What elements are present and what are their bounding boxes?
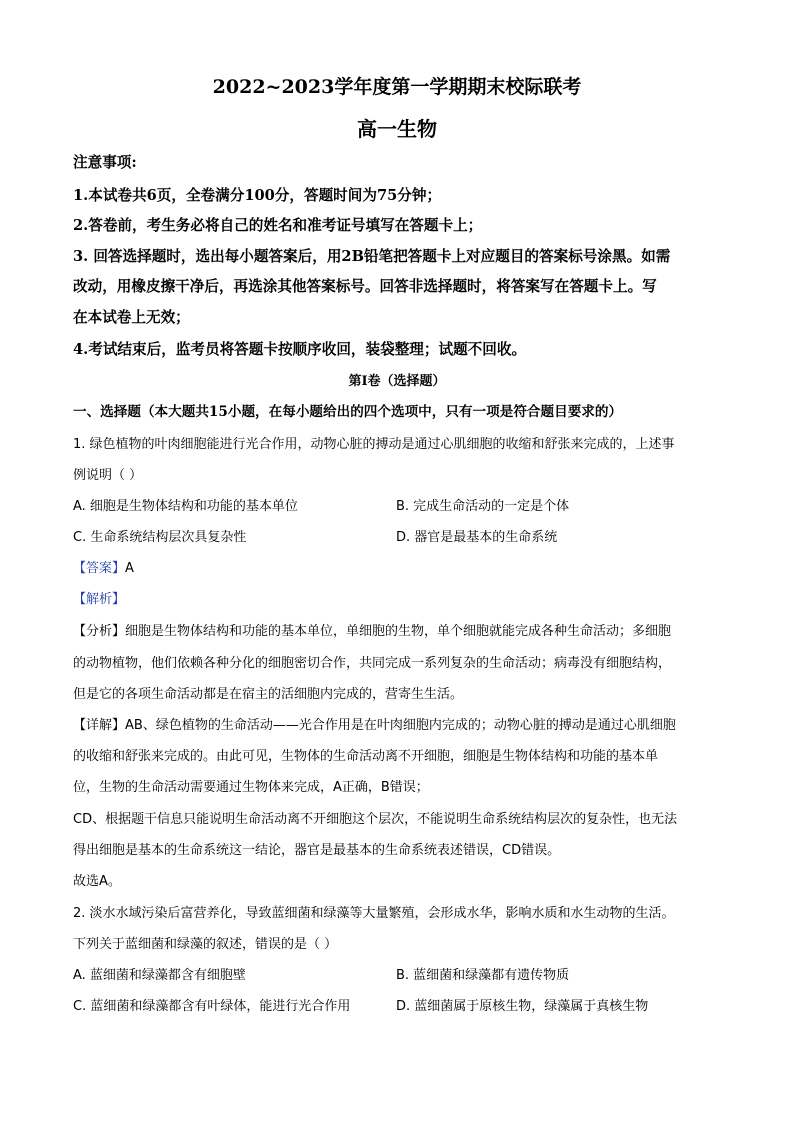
q2-option-c: C. 蓝细菌和绿藻都含有叶绿体，能进行光合作用: [73, 999, 351, 1014]
exam-subject: 高一生物: [357, 117, 437, 141]
notice-heading: 注意事项:: [73, 154, 137, 171]
fenxi-tag: 【分析】: [73, 624, 126, 639]
q1-fenxi-line-3: 但是它的各项生命活动都是在宿主的活细胞内完成的，营寄生生活。: [73, 687, 464, 702]
q1-xiangjie-line-4: CD、根据题干信息只能说明生命活动离不开细胞这个层次，不能说明生命系统结构层次的复杂性，也无法: [73, 812, 678, 827]
xiangjie-tag: 【详解】: [73, 718, 126, 733]
notice-item-3-line-2: 改动，用橡皮擦干净后，再选涂其他答案标号。回答非选择题时，将答案写在答题卡上。写: [73, 278, 657, 295]
notice-item-2: 2.答卷前，考生务必将自己的姓名和准考证号填写在答题卡上；: [73, 217, 483, 234]
q1-xiangjie-line-2: 的收缩和舒张来完成的。由此可见，生物体的生命活动离不开细胞，细胞是生物体结构和功能的基本单: [73, 749, 659, 764]
q1-option-d: D. 器官是最基本的生命系统: [396, 530, 558, 545]
analysis-tag: 【解析】: [73, 592, 126, 607]
q1-option-a: A. 细胞是生物体结构和功能的基本单位: [73, 499, 298, 514]
q1-fenxi-line-1: [73, 620, 671, 639]
q1-fenxi-line-2: 的动物植物，他们依赖各种分化的细胞密切合作，共同完成一系列复杂的生命活动；病毒没有细胞结构，: [73, 656, 672, 671]
q2-option-d: D. 蓝细菌属于原核生物，绿藻属于真核生物: [396, 999, 649, 1014]
section-heading: 一、选择题（本大题共15小题，在每小题给出的四个选项中，只有一项是符合题目要求的）: [73, 404, 623, 420]
notice-item-1: 1.本试卷共6页，全卷满分100分，答题时间为75分钟；: [73, 187, 442, 204]
q1-xiangjie-line-5: 得出细胞是基本的生命系统这一结论，器官是最基本的生命系统表述错误，CD错误。: [73, 843, 561, 858]
xiangjie-text-1: AB、绿色植物的生命活动——光合作用是在叶肉细胞内完成的；动物心脏的搏动是通过心肌细胞: [125, 718, 676, 733]
answer-tag: 【答案】: [73, 561, 126, 576]
exam-title: 2022~2023学年度第一学期期末校际联考: [212, 76, 582, 98]
q1-stem-line-2: 例说明（ ）: [73, 468, 143, 483]
q2-stem-line-1: 2. 淡水水域污染后富营养化，导致蓝细菌和绿藻等大量繁殖，会形成水华，影响水质和水生动物的生活。: [73, 906, 675, 921]
q1-xiangjie-line-1: [73, 714, 676, 733]
notice-item-3-line-1: 3. 回答选择题时，选出每小题答案后，用2B铅笔把答题卡上对应题目的答案标号涂黑。如需: [73, 248, 671, 265]
volume-heading: 第I卷（选择题）: [348, 374, 446, 389]
q1-option-b: B. 完成生命活动的一定是个体: [396, 499, 570, 514]
fenxi-text-1: 细胞是生物体结构和功能的基本单位，单细胞的生物，单个细胞就能完成各种生命活动；多细胞: [125, 624, 672, 639]
q1-answer: A: [125, 561, 134, 576]
q1-stem-line-1: 1. 绿色植物的叶肉细胞能进行光合作用，动物心脏的搏动是通过心肌细胞的收缩和舒张来完成的，上述事: [73, 437, 675, 452]
q2-option-b: B. 蓝细菌和绿藻都有遗传物质: [396, 968, 570, 983]
notice-item-4: 4.考试结束后，监考员将答题卡按顺序收回，装袋整理；试题不回收。: [73, 341, 527, 358]
q1-option-c: C. 生命系统结构层次具复杂性: [73, 530, 247, 545]
q1-xiangjie-line-3: 位，生物的生命活动需要通过生物体来完成，A正确，B错误；: [73, 780, 429, 795]
q2-option-a: A. 蓝细菌和绿藻都含有细胞壁: [73, 968, 246, 983]
q1-conclusion: 故选A。: [73, 874, 121, 889]
q1-answer-row: [73, 557, 134, 576]
q2-stem-line-2: 下列关于蓝细菌和绿藻的叙述，错误的是（ ）: [73, 937, 338, 952]
notice-item-3-line-3: 在本试卷上无效；: [73, 309, 190, 326]
